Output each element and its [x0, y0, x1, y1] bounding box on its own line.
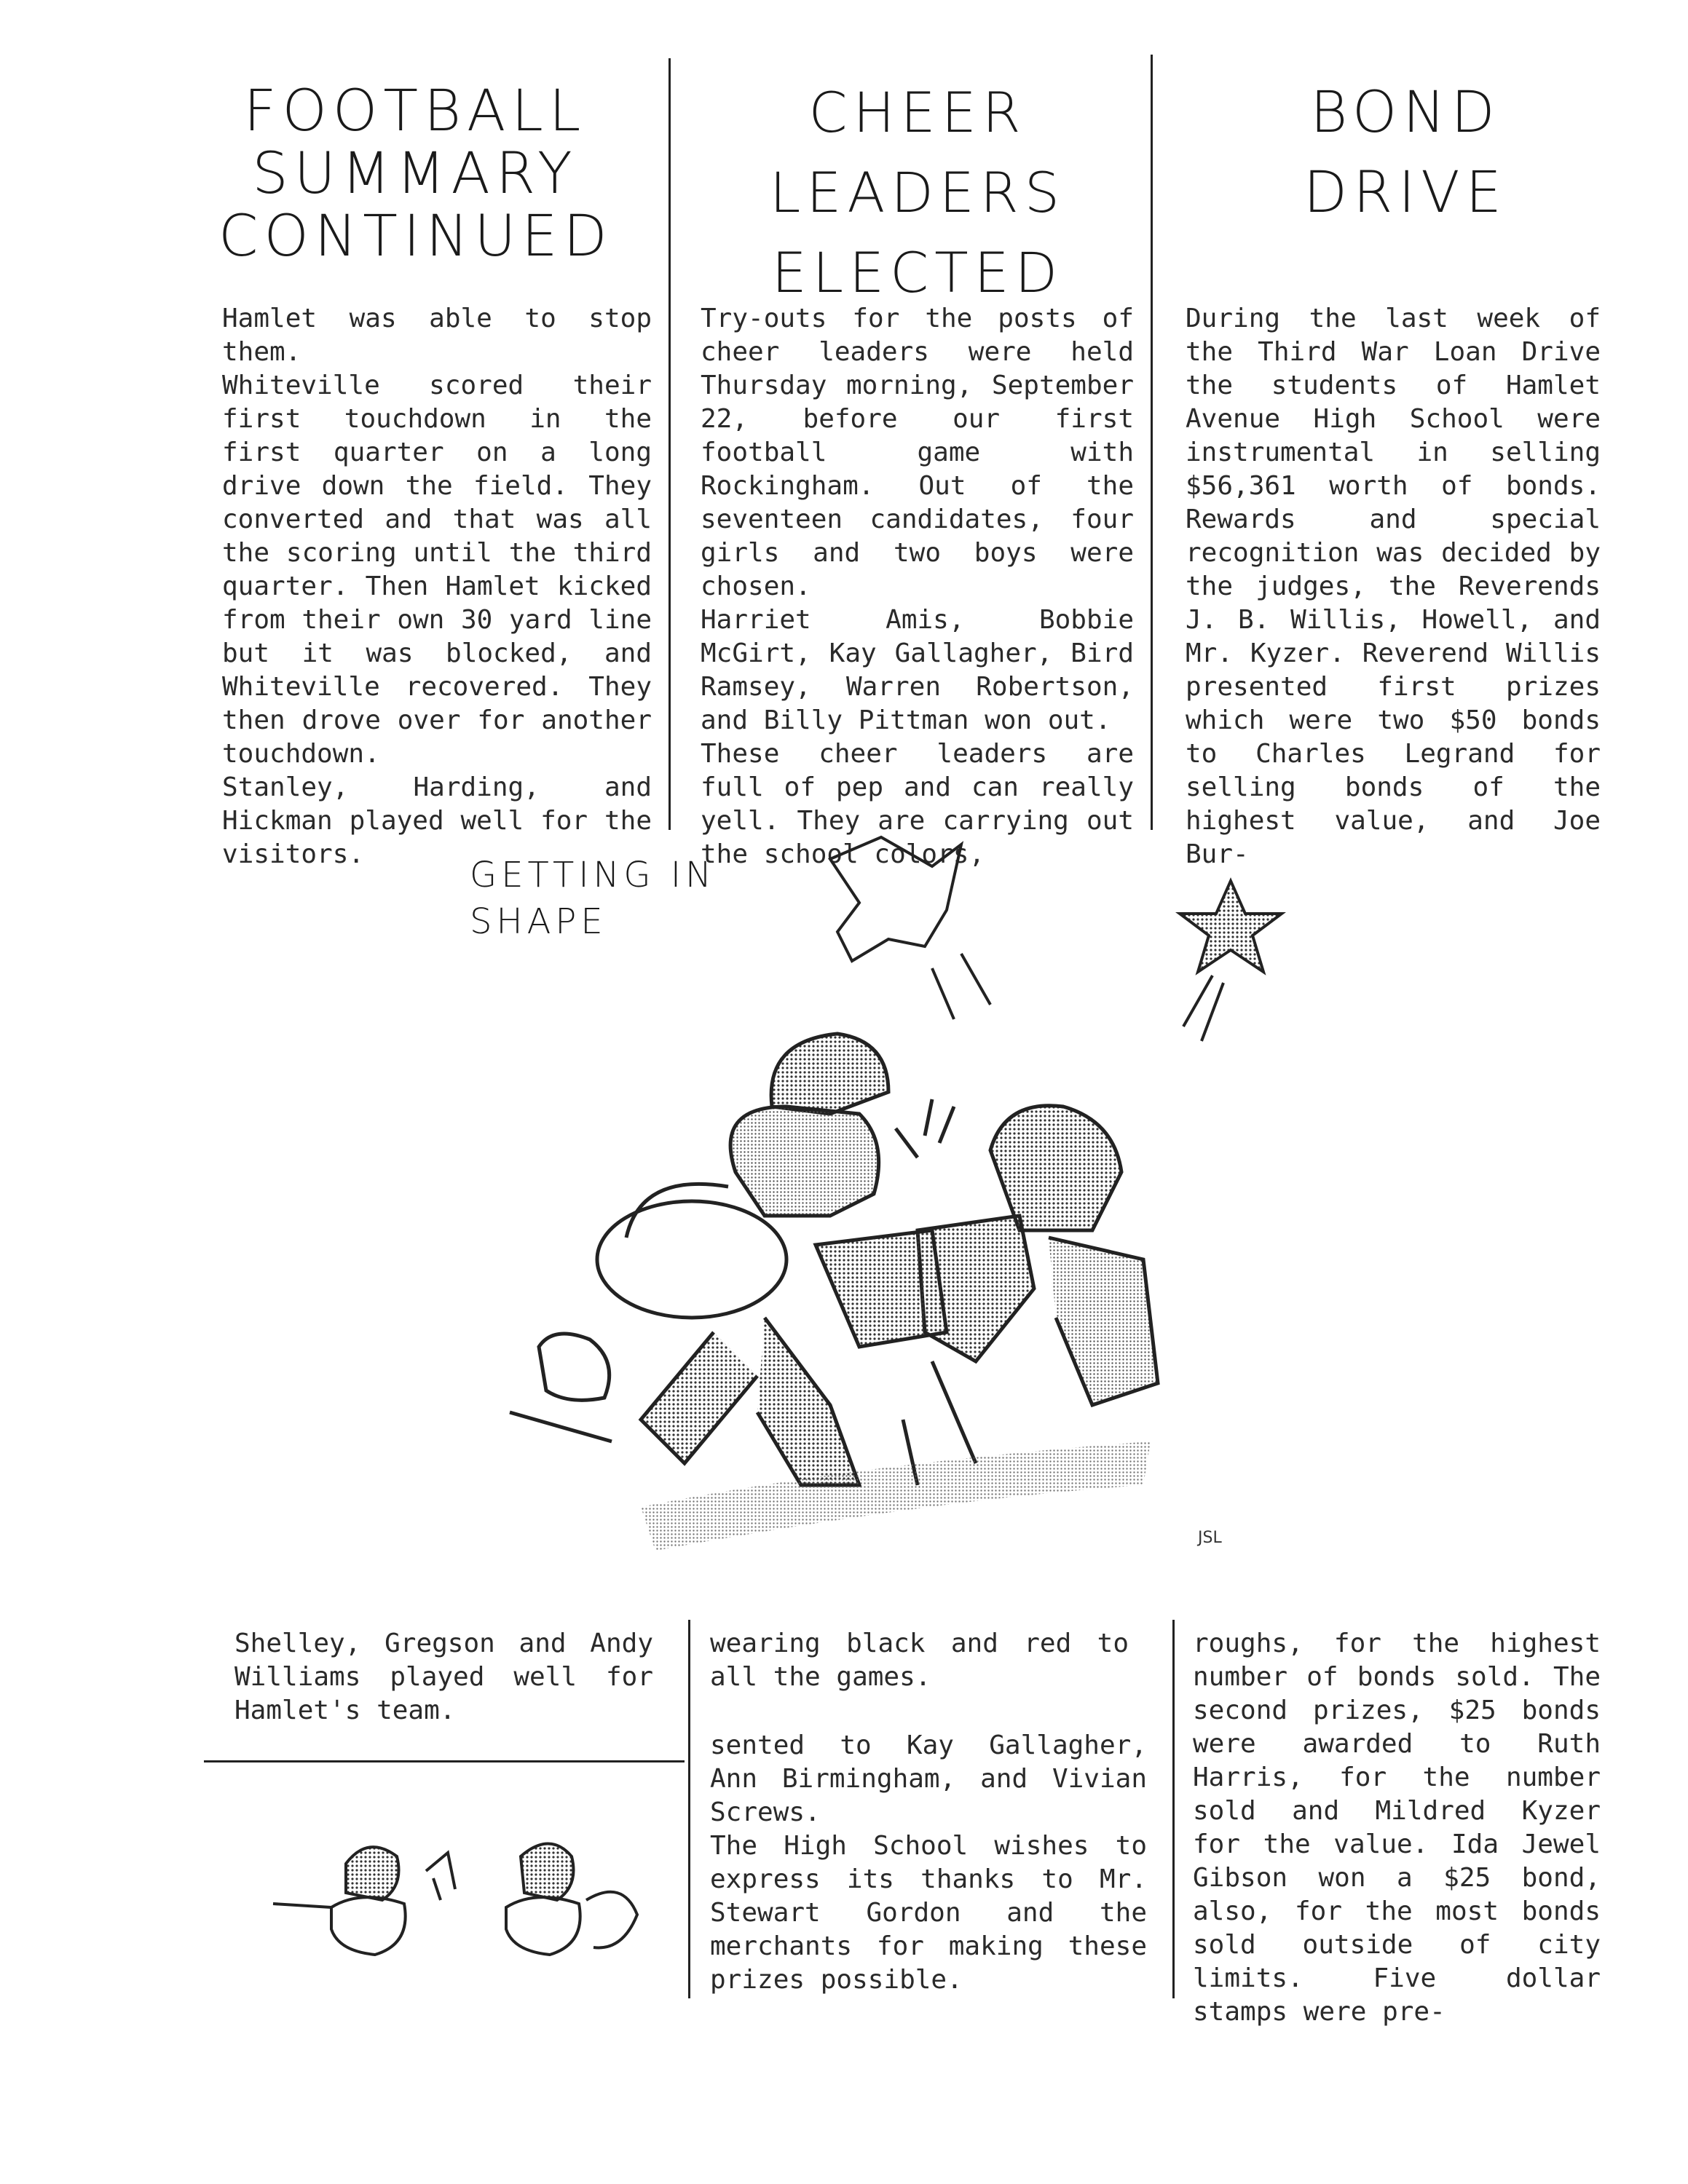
paragraph: During the last week of the Third War Loan Drive the students of Hamlet Avenue High School were instrumental in selling $56,361 worth of bonds. Rewards and special recognition was decided by the judges, the Reverends J. B. Willis, Howell, and Mr. Kyzer. Reverend Willis presented first prizes which were two $50 bonds to Charles Legrand for selling bonds of the highest value, and Joe Bur- — [1186, 304, 1601, 869]
caption-line: GETTING IN — [470, 855, 716, 895]
cheer-leaders-column-continued — [710, 1627, 1129, 1694]
headline-cheer-leaders — [677, 73, 1158, 313]
artist-signature: JSL — [1198, 1529, 1222, 1547]
paragraph: Stanley, Harding, and Hickman played well for the visitors. — [222, 772, 652, 869]
headline-line: CHEER LEADERS — [770, 80, 1065, 225]
football-summary-column-continued — [234, 1627, 653, 1728]
star-icon — [1180, 881, 1282, 1041]
paragraph: Hamlet was able to stop them. — [222, 304, 652, 367]
headline-line: BOND — [1310, 80, 1501, 146]
cheering-students-illustration — [259, 1820, 666, 1966]
ball-and-shoe-icon — [510, 1334, 612, 1441]
paragraph: Harriet Amis, Bobbie McGirt, Kay Gallagher, Bird Ramsey, Warren Robertson, and Billy Pittman won out. — [701, 605, 1134, 735]
paragraph: The High School wishes to express its thanks to Mr. Stewart Gordon and the merchants for making these prizes possible. — [710, 1831, 1147, 1995]
bond-drive-column-continued — [1193, 1627, 1601, 2029]
column-rule — [669, 58, 671, 830]
column-rule — [688, 1620, 690, 1998]
headline-bond-drive — [1194, 73, 1617, 233]
headline-line: DRIVE — [1304, 160, 1507, 226]
paragraph: Try-outs for the posts of cheer leaders were held Thursday morning, September 22, before our first football game with Rockingham. Out of the seventeen candidates, four girls and two boys were chosen. — [701, 304, 1134, 601]
student-figure — [506, 1844, 637, 1955]
section-rule — [204, 1760, 685, 1762]
headline-line: SUMMARY — [252, 141, 578, 207]
paragraph: wearing black and red to all the games. — [710, 1629, 1129, 1692]
headline-line: FOOTBALL — [243, 79, 587, 144]
ground-shading — [641, 1441, 1151, 1551]
dust-cloud-icon — [830, 837, 990, 1019]
paragraph: Whiteville scored their first touchdown in the first quarter on a long drive down the field. They converted and that was all the scoring until the third quarter. Then Hamlet kicked from their own 30 yard line but it was blocked, and Whiteville recovered. They then drove over for another touchdown. — [222, 371, 652, 769]
music-note-icon — [426, 1853, 455, 1900]
headline-line: ELECTED — [771, 240, 1064, 305]
caption-line: SHAPE — [470, 901, 607, 942]
paragraph: sented to Kay Gallagher, Ann Birmingham, and Vivian Screws. — [710, 1730, 1147, 1827]
paragraph: These cheer leaders are full of pep and can really yell. They are carrying out the school colors, — [701, 739, 1134, 869]
column-rule — [1172, 1620, 1175, 1998]
paragraph: roughs, for the highest number of bonds sold. The second prizes, $25 bonds were awarded to Ruth Harris, for the number sold and Mildred Kyzer for the value. Ida Jewel Gibson won a $25 bond, also, for the most bonds sold outside of city limits. Five dollar stamps were pre- — [1193, 1629, 1601, 2027]
paragraph: Shelley, Gregson and Andy Williams played well for Hamlet's team. — [234, 1629, 653, 1725]
headline-football — [218, 80, 612, 268]
student-figure — [273, 1847, 406, 1955]
headline-line: CONTINUED — [218, 204, 613, 269]
football-cartoon-illustration — [422, 764, 1296, 1609]
bond-prizes-column — [710, 1729, 1147, 1997]
column-rule — [1151, 55, 1153, 830]
